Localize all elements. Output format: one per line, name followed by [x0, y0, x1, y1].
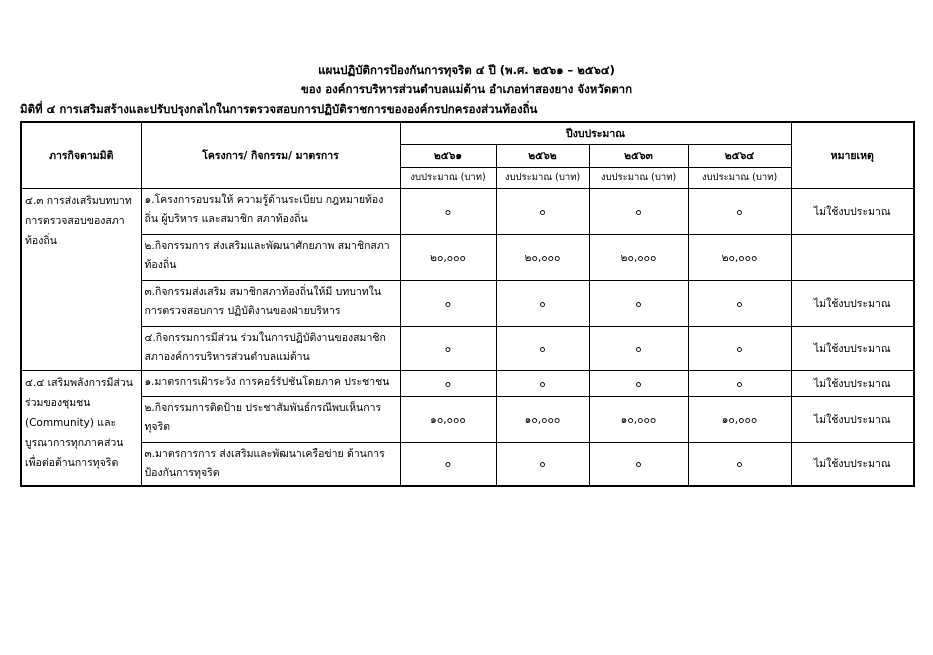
note-cell	[791, 234, 914, 280]
value-cell: ๒๐,๐๐๐	[589, 234, 688, 280]
project-cell: ๒.กิจกรรมการ ส่งเสริมและพัฒนาศักยภาพ สมาชิกสภาท้องถิ่น	[141, 234, 400, 280]
value-cell: ๐	[589, 370, 688, 396]
value-cell: ๐	[400, 188, 496, 234]
header-year: ๒๕๖๓	[589, 144, 688, 167]
header-year: ๒๕๖๑	[400, 144, 496, 167]
note-cell: ไม่ใช้งบประมาณ	[791, 280, 914, 326]
document-subtitle: ของ องค์การบริหารส่วนตำบลแม่ต้าน อำเภอท่าสองยาง จังหวัดตาก	[300, 82, 633, 96]
header-mission: ภารกิจตามมิติ	[21, 122, 141, 188]
project-cell: ๑.มาตรการเฝ้าระวัง การคอร์รัปชันโดยภาค ประชาชน	[141, 370, 400, 396]
note-cell: ไม่ใช้งบประมาณ	[791, 188, 914, 234]
value-cell: ๑๐,๐๐๐	[400, 396, 496, 442]
value-cell: ๐	[688, 280, 791, 326]
value-cell: ๐	[688, 326, 791, 370]
value-cell: ๐	[496, 326, 589, 370]
table-row	[21, 396, 914, 442]
project-cell: ๒.กิจกรรมการติดป้าย ประชาสัมพันธ์กรณีพบเห็นการ ทุจริต	[141, 396, 400, 442]
document-title: แผนปฏิบัติการป้องกันการทุจริต ๔ ปี (พ.ศ. ๒๕๖๑ – ๒๕๖๔)	[318, 63, 615, 77]
note-cell: ไม่ใช้งบประมาณ	[791, 326, 914, 370]
header-unit: งบประมาณ (บาท)	[496, 167, 589, 188]
value-cell: ๒๐,๐๐๐	[496, 234, 589, 280]
table-row	[21, 280, 914, 326]
header-year: ๒๕๖๒	[496, 144, 589, 167]
value-cell: ๐	[496, 442, 589, 486]
value-cell: ๐	[496, 188, 589, 234]
header-note: หมายเหตุ	[791, 122, 914, 188]
value-cell: ๐	[496, 280, 589, 326]
value-cell: ๑๐,๐๐๐	[688, 396, 791, 442]
note-cell: ไม่ใช้งบประมาณ	[791, 396, 914, 442]
table-row	[21, 234, 914, 280]
value-cell: ๐	[589, 188, 688, 234]
dimension-heading: มิติที่ ๔ การเสริมสร้างและปรับปรุงกลไกในการตรวจสอบการปฏิบัติราชการขององค์กรปกครองส่วนท้องถิ่น	[20, 102, 538, 116]
value-cell: ๐	[400, 326, 496, 370]
header-unit: งบประมาณ (บาท)	[400, 167, 496, 188]
value-cell: ๐	[400, 370, 496, 396]
project-cell: ๔.กิจกรรมการมีส่วน ร่วมในการปฏิบัติงานของสมาชิกสภาองค์การบริหารส่วนตำบลแม่ต้าน	[141, 326, 400, 370]
mission-cell: ๔.๔ เสริมพลังการมีส่วนร่วมของชุมชน (Community) และบูรณาการทุกภาคส่วนเพื่อต่อต้านการทุจริต	[21, 370, 141, 486]
note-cell: ไม่ใช้งบประมาณ	[791, 370, 914, 396]
header-project: โครงการ/ กิจกรรม/ มาตรการ	[141, 122, 400, 188]
value-cell: ๐	[400, 442, 496, 486]
value-cell: ๑๐,๐๐๐	[589, 396, 688, 442]
project-cell: ๓.กิจกรรมส่งเสริม สมาชิกสภาท้องถิ่นให้มี บทบาทในการตรวจสอบการ ปฏิบัติงานของฝ่ายบริหาร	[141, 280, 400, 326]
value-cell: ๐	[688, 370, 791, 396]
value-cell: ๒๐,๐๐๐	[688, 234, 791, 280]
table-row	[21, 188, 914, 234]
table-row	[21, 442, 914, 486]
table-row	[21, 370, 914, 396]
value-cell: ๐	[589, 326, 688, 370]
header-unit: งบประมาณ (บาท)	[688, 167, 791, 188]
project-cell: ๑.โครงการอบรมให้ ความรู้ด้านระเบียบ กฎหมายท้องถิ่น ผู้บริหาร และสมาชิก สภาท้องถิ่น	[141, 188, 400, 234]
value-cell: ๐	[688, 188, 791, 234]
value-cell: ๐	[589, 442, 688, 486]
value-cell: ๐	[400, 280, 496, 326]
header-unit: งบประมาณ (บาท)	[589, 167, 688, 188]
value-cell: ๐	[589, 280, 688, 326]
value-cell: ๐	[688, 442, 791, 486]
budget-plan-table	[20, 121, 915, 487]
mission-cell: ๔.๓ การส่งเสริมบทบาทการตรวจสอบของสภาท้องถิ่น	[21, 188, 141, 370]
value-cell: ๐	[496, 370, 589, 396]
header-year: ๒๕๖๔	[688, 144, 791, 167]
project-cell: ๓.มาตรการการ ส่งเสริมและพัฒนาเครือข่าย ด้านการป้องกันการทุจริต	[141, 442, 400, 486]
value-cell: ๒๐,๐๐๐	[400, 234, 496, 280]
note-cell: ไม่ใช้งบประมาณ	[791, 442, 914, 486]
value-cell: ๑๐,๐๐๐	[496, 396, 589, 442]
table-row	[21, 326, 914, 370]
header-budget-year: ปีงบประมาณ	[400, 122, 791, 144]
